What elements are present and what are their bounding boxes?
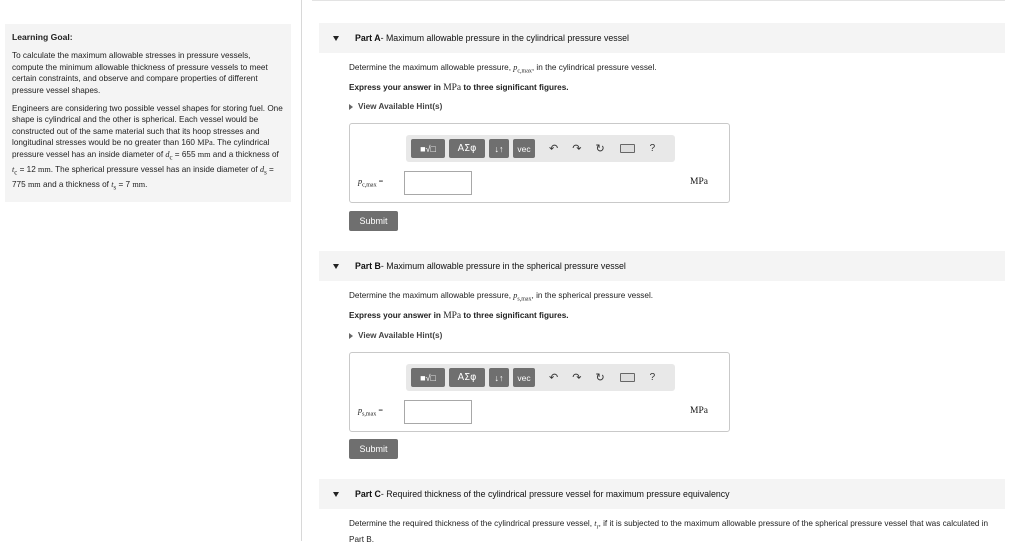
part-a-hint-link[interactable]: View Available Hint(s) xyxy=(349,102,442,111)
part-b-submit-button[interactable]: Submit xyxy=(349,439,398,459)
collapse-caret-icon[interactable] xyxy=(333,264,339,269)
subscript-superscript-button[interactable]: ↓↑ xyxy=(489,368,509,387)
expand-arrow-icon xyxy=(349,104,353,110)
part-a-answer-box xyxy=(349,123,730,203)
vector-button[interactable]: vec xyxy=(513,368,535,387)
math-toolbar xyxy=(406,364,675,391)
undo-icon[interactable]: ↶ xyxy=(549,142,559,155)
unit-label: MPa xyxy=(690,406,708,416)
part-c-header[interactable] xyxy=(319,479,1005,509)
greek-symbols-button[interactable]: ΑΣφ xyxy=(449,368,485,387)
learning-goal-description: Engineers are considering two possible vessel shapes for storing fuel. One shape is cylindrical and the other is spherical. Each vessel would be constructed out of the same material such that its hoop stresses and longitudinal stresses would be no greater than 160 MPa. The cylindrical pressure vessel has an inside diameter of $d_c = 655$ mm and a thickness of $t_c = 12$ mm. The spherical pressure vessel has an inside diameter of $d_s = 775$ mm and a thickness of $t_s = 7$ mm. xyxy=(12,104,283,192)
part-a-header[interactable] xyxy=(319,23,1005,53)
part-a-label: Part A xyxy=(355,33,381,43)
part-b-label: Part B xyxy=(355,261,381,271)
part-b-express: Express your answer in MPa to three significant figures. xyxy=(349,311,569,321)
help-icon[interactable]: ? xyxy=(649,143,656,154)
reset-icon[interactable]: ↻ xyxy=(595,371,605,384)
answer-label: $p_{c,max}$ = xyxy=(358,177,384,189)
undo-icon[interactable]: ↶ xyxy=(549,371,559,384)
vector-button[interactable]: vec xyxy=(513,139,535,158)
part-a-instruction: Determine the maximum allowable pressure, $p_{c,max}$, in the cylindrical pressure vessel. xyxy=(349,63,657,75)
redo-icon[interactable]: ↷ xyxy=(572,371,582,384)
learning-goal-intro: To calculate the maximum allowable stresses in pressure vessels, compute the minimum allowable thickness of pressure vessels to meet certain constraints, and observe and compare properties of different pressure vessel shapes. xyxy=(12,51,268,95)
part-b-instruction: Determine the maximum allowable pressure, $p_{s,max}$, in the spherical pressure vessel. xyxy=(349,291,654,303)
part-a-submit-button[interactable]: Submit xyxy=(349,211,398,231)
answer-label: $p_{s,max}$ = xyxy=(358,406,383,418)
redo-icon[interactable]: ↷ xyxy=(572,142,582,155)
keyboard-icon[interactable] xyxy=(620,373,635,382)
part-a-express: Express your answer in MPa to three significant figures. xyxy=(349,83,569,93)
learning-goal-title: Learning Goal: xyxy=(12,32,73,42)
unit-label: MPa xyxy=(690,177,708,187)
learning-goal-panel xyxy=(5,24,291,202)
part-b-header[interactable] xyxy=(319,251,1005,281)
top-divider xyxy=(312,0,1005,1)
collapse-caret-icon[interactable] xyxy=(333,492,339,497)
math-toolbar xyxy=(406,135,675,162)
part-a-title: - Maximum allowable pressure in the cylindrical pressure vessel xyxy=(380,33,629,43)
reset-icon[interactable]: ↻ xyxy=(595,142,605,155)
templates-button[interactable]: ■√□ xyxy=(411,139,445,158)
templates-button[interactable]: ■√□ xyxy=(411,368,445,387)
subscript-superscript-button[interactable]: ↓↑ xyxy=(489,139,509,158)
part-b-hint-link[interactable]: View Available Hint(s) xyxy=(349,331,442,340)
help-icon[interactable]: ? xyxy=(649,372,656,383)
part-b-answer-input[interactable] xyxy=(404,400,472,424)
keyboard-icon[interactable] xyxy=(620,144,635,153)
part-a-answer-input[interactable] xyxy=(404,171,472,195)
part-c-title: - Required thickness of the cylindrical pressure vessel for maximum pressure equivalency xyxy=(380,489,730,499)
part-c-instruction: Determine the required thickness of the cylindrical pressure vessel, $t_r$, if it is subjected to the maximum allowable pressure of the spherical pressure vessel that was calculated in Part B. xyxy=(349,519,989,544)
part-b-title: - Maximum allowable pressure in the spherical pressure vessel xyxy=(380,261,626,271)
expand-arrow-icon xyxy=(349,333,353,339)
part-c-label: Part C xyxy=(355,489,381,499)
part-b-answer-box xyxy=(349,352,730,432)
column-divider xyxy=(301,0,302,541)
greek-symbols-button[interactable]: ΑΣφ xyxy=(449,139,485,158)
collapse-caret-icon[interactable] xyxy=(333,36,339,41)
